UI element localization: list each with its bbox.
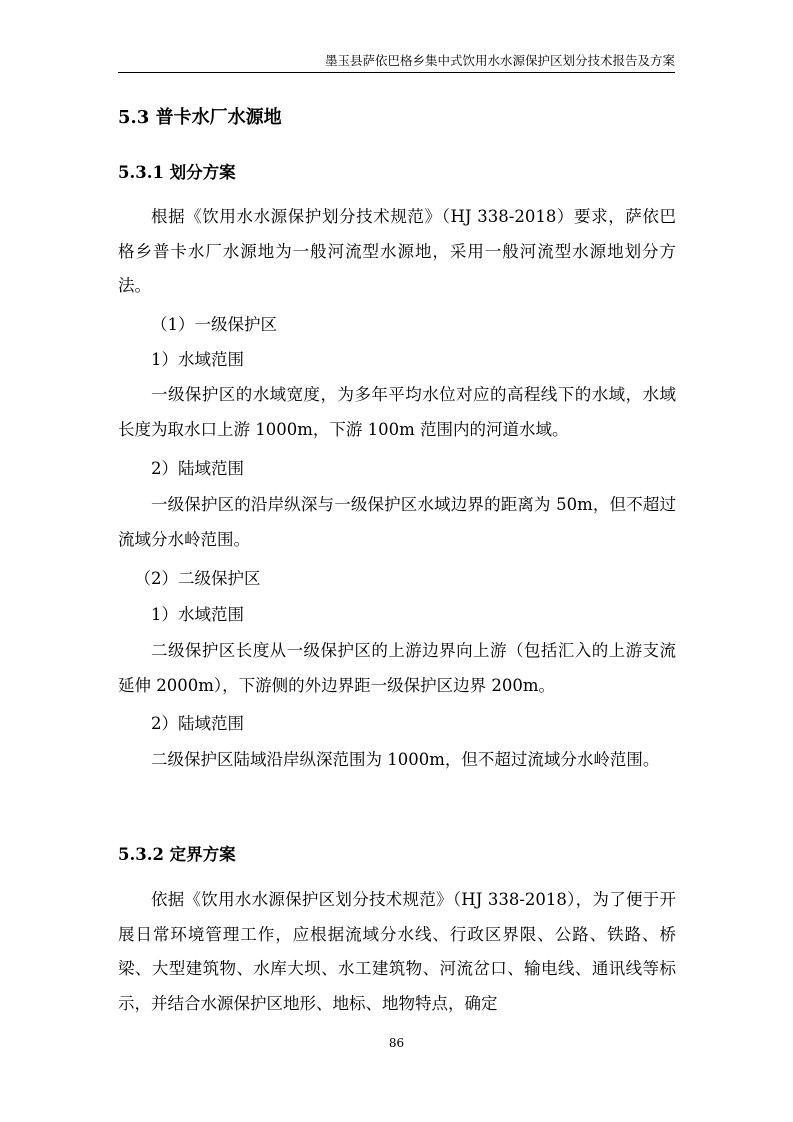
level2-water-paragraph: 二级保护区长度从一级保护区的上游边界向上游（包括汇入的上游支流延伸 2000m），下游侧的外边界距一级保护区边界 200m。 (118, 641, 676, 695)
level1-water-paragraph: 一级保护区的水域宽度，为多年平均水位对应的高程线下的水域，水域长度为取水口上游 1000m，下游 100m 范围内的河道水域。 (118, 385, 676, 439)
section-title: 5.3 普卡水厂水源地 (118, 107, 282, 128)
intro-paragraph: 根据《饮用水水源保护划分技术规范》（HJ 338-2018）要求，萨依巴格乡普卡水厂水源地为一般河流型水源地，采用一般河流型水源地划分方法。 (118, 207, 676, 295)
boundary-paragraph: 依据《饮用水水源保护区划分技术规范》（HJ 338-2018），为了便于开展日常环境管理工作，应根据流域分水线、行政区界限、公路、铁路、桥梁、大型建筑物、水库大坝、水工建筑物、河流岔口、输电线、通讯线等标示，并结合水源保护区地形、地标、地物特点，确定 (118, 890, 676, 1013)
page-number: 86 (388, 1036, 405, 1050)
level2-land-paragraph: 二级保护区陆域沿岸纵深范围为 1000m，但不超过流域分水岭范围。 (151, 750, 660, 769)
level2-heading: （2）二级保护区 (134, 569, 261, 588)
level2-land-heading: 2）陆域范围 (151, 714, 244, 733)
level1-land-paragraph: 一级保护区的沿岸纵深与一级保护区水域边界的距离为 50m，但不超过流域分水岭范围。 (118, 495, 676, 549)
level2-water-heading: 1）水域范围 (151, 605, 244, 624)
level1-land-heading: 2）陆域范围 (151, 459, 244, 478)
subsection-title-boundary: 5.3.2 定界方案 (118, 845, 236, 864)
level1-water-heading: 1）水域范围 (151, 350, 244, 369)
page-header: 墨玉县萨依巴格乡集中式饮用水水源保护区划分技术报告及方案 (118, 50, 675, 73)
subsection-title-plan: 5.3.1 划分方案 (118, 163, 236, 182)
level1-heading: （1）一级保护区 (151, 315, 277, 334)
